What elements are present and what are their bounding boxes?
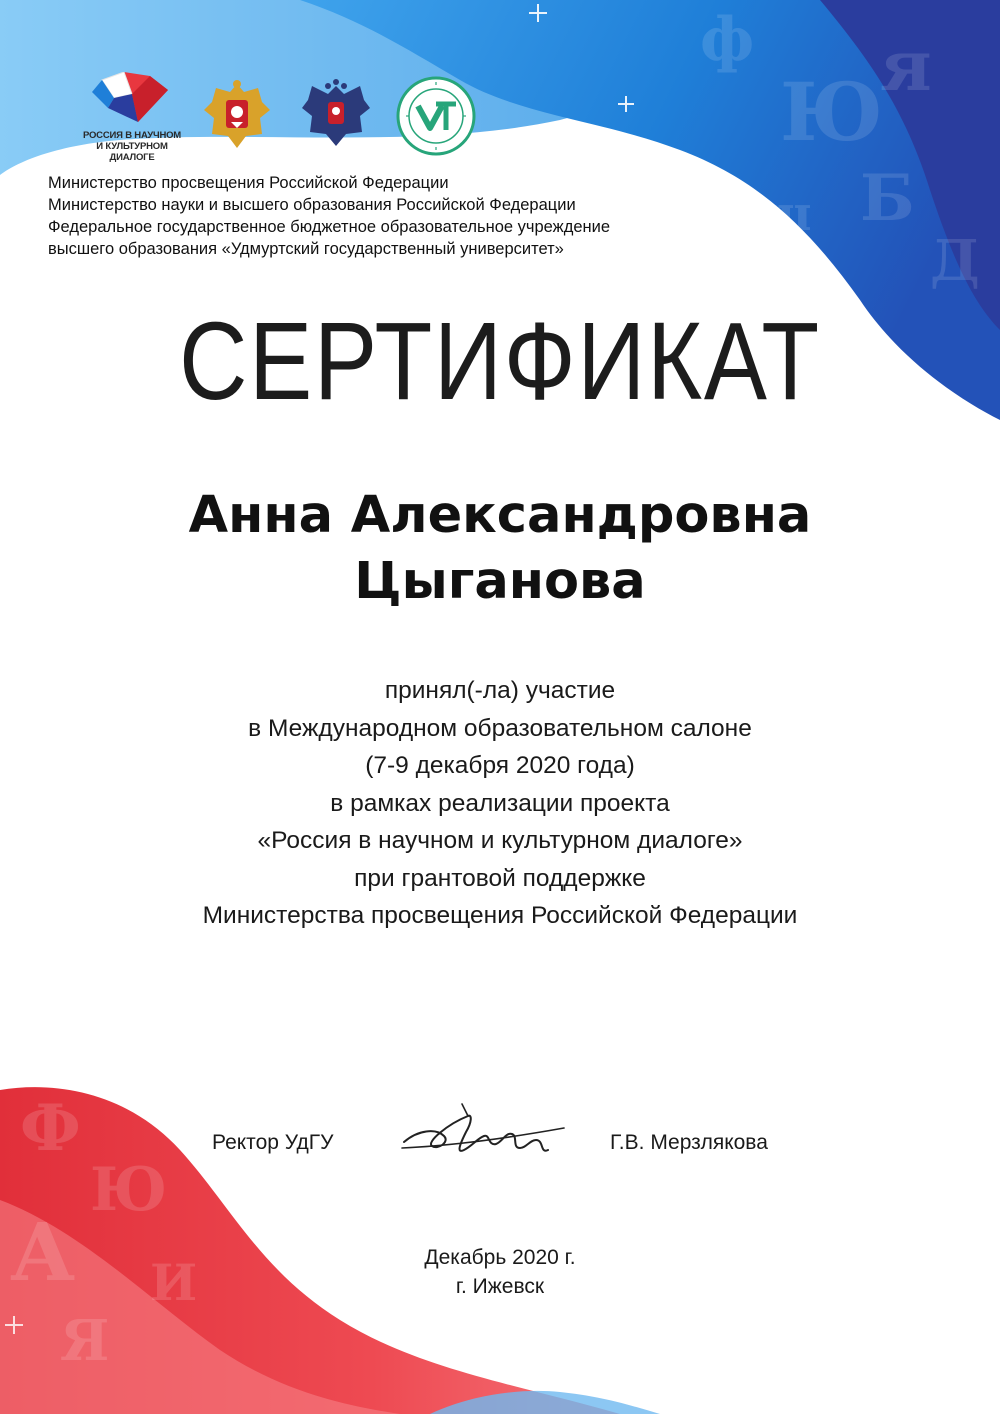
russia-dialog-logo — [80, 72, 182, 163]
svg-text:я: я — [880, 24, 932, 107]
svg-text:Я: Я — [60, 1308, 110, 1374]
ministry-eagle-icon — [300, 78, 372, 152]
body-line: при грантовой поддержке — [354, 864, 646, 892]
logo-strip — [80, 72, 500, 162]
organizations-block — [48, 172, 748, 260]
moscow-coat-of-arms-icon — [202, 78, 272, 152]
svg-text:Д: Д — [930, 228, 980, 294]
organization-line: Министерство просвещения Российской Федерации — [48, 174, 449, 192]
svg-text:А: А — [10, 1205, 76, 1299]
issue-date-place — [0, 1243, 1000, 1301]
caption-line-1: РОССИЯ В НАУЧНОМ — [82, 130, 182, 141]
caption-line-2: И КУЛЬТУРНОМ ДИАЛОГЕ — [96, 141, 168, 163]
udsu-university-logo-icon — [396, 76, 476, 156]
recipient-name-line-2: Цыганова — [354, 552, 646, 611]
signatory-name: Г.В. Мерзлякова — [610, 1131, 768, 1154]
organization-line: высшего образования «Удмуртский государственный университет» — [48, 240, 564, 258]
svg-text:И: И — [150, 1253, 198, 1312]
issue-city: г. Ижевск — [455, 1275, 545, 1298]
certificate-title: СЕРТИФИКАТ — [179, 300, 821, 423]
certificate-body — [0, 672, 1000, 935]
issue-date: Декабрь 2020 г. — [424, 1246, 576, 1269]
svg-text:Б: Б — [860, 161, 915, 236]
body-line: принял(-ла) участие — [384, 677, 616, 704]
svg-text:Ю: Ю — [780, 65, 883, 159]
svg-text:ф: ф — [700, 5, 755, 75]
organization-line: Министерство науки и высшего образования Российской Федерации — [48, 196, 576, 214]
handwritten-signature — [398, 1102, 568, 1172]
body-line: в Международном образовательном салоне — [248, 714, 752, 742]
body-line: (7-9 декабря 2020 года) — [365, 752, 635, 779]
svg-text:Ф: Ф — [20, 1091, 81, 1166]
gem-icon — [80, 72, 180, 128]
svg-text:Ю: Ю — [90, 1155, 168, 1225]
recipient-name-line-1: Анна Александровна — [188, 486, 812, 545]
russia-dialog-caption — [82, 130, 182, 163]
body-line: Министерства просвещения Российской Федерации — [202, 902, 798, 929]
recipient-name — [0, 483, 1000, 615]
body-line: «Россия в научном и культурном диалоге» — [257, 827, 743, 854]
svg-text:ш: ш — [760, 186, 812, 242]
organization-line: Федеральное государственное бюджетное образовательное учреждение — [48, 218, 611, 236]
signatory-role: Ректор УдГУ — [212, 1131, 334, 1154]
body-line: в рамках реализации проекта — [330, 789, 670, 817]
